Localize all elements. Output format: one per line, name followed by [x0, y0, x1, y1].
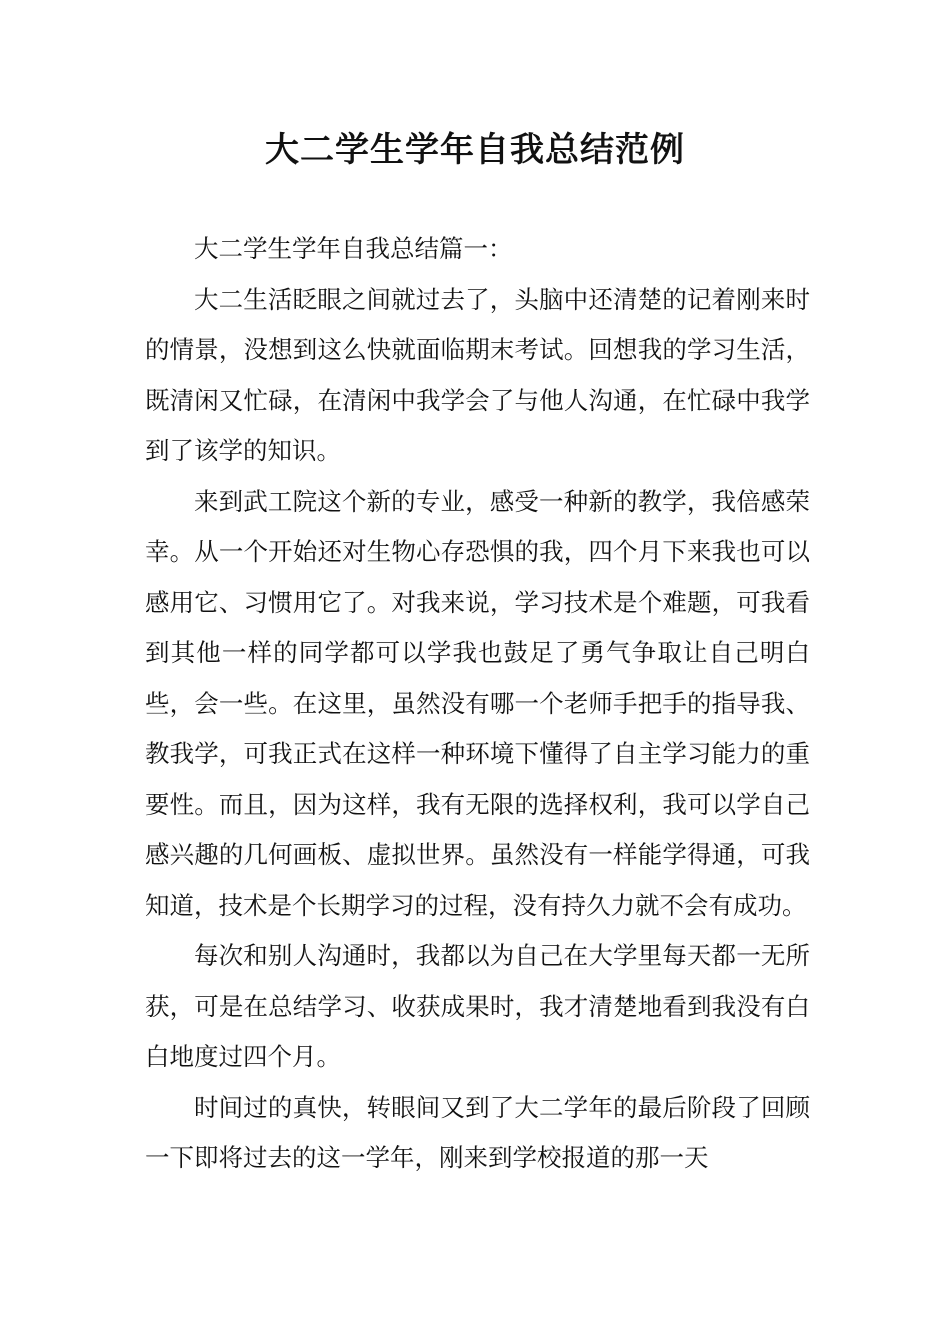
document-title: 大二学生学年自我总结范例	[265, 130, 685, 170]
document-body	[145, 224, 810, 1184]
body-paragraph-3: 每次和别人沟通时，我都以为自己在大学里每天都一无所获，可是在总结学习、收获成果时，我才清楚地看到我没有白白地度过四个月。	[145, 941, 810, 1071]
body-paragraph-4: 时间过的真快，转眼间又到了大二学年的最后阶段了回顾一下即将过去的这一学年，刚来到学校报道的那一天	[145, 1092, 810, 1172]
section-heading: 大二学生学年自我总结篇一：	[194, 234, 513, 263]
body-paragraph-2: 来到武工院这个新的专业，感受一种新的教学，我倍感荣幸。从一个开始还对生物心存恐惧的我，四个月下来我也可以感用它、习惯用它了。对我来说，学习技术是个难题，可我看到其他一样的同学都可以学我也鼓足了勇气争取让自己明白些，会一些。在这里，虽然没有哪一个老师手把手的指导我、教我学，可我正式在这样一种环境下懂得了自主学习能力的重要性。而且，因为这样，我有无限的选择权利，我可以学自己感兴趣的几何画板、虚拟世界。虽然没有一样能学得通，可我知道，技术是个长期学习的过程，没有持久力就不会有成功。	[145, 486, 810, 920]
body-paragraph-1: 大二生活眨眼之间就过去了，头脑中还清楚的记着刚来时的情景，没想到这么快就面临期末考试。回想我的学习生活，既清闲又忙碌，在清闲中我学会了与他人沟通，在忙碌中我学到了该学的知识。	[145, 284, 810, 465]
